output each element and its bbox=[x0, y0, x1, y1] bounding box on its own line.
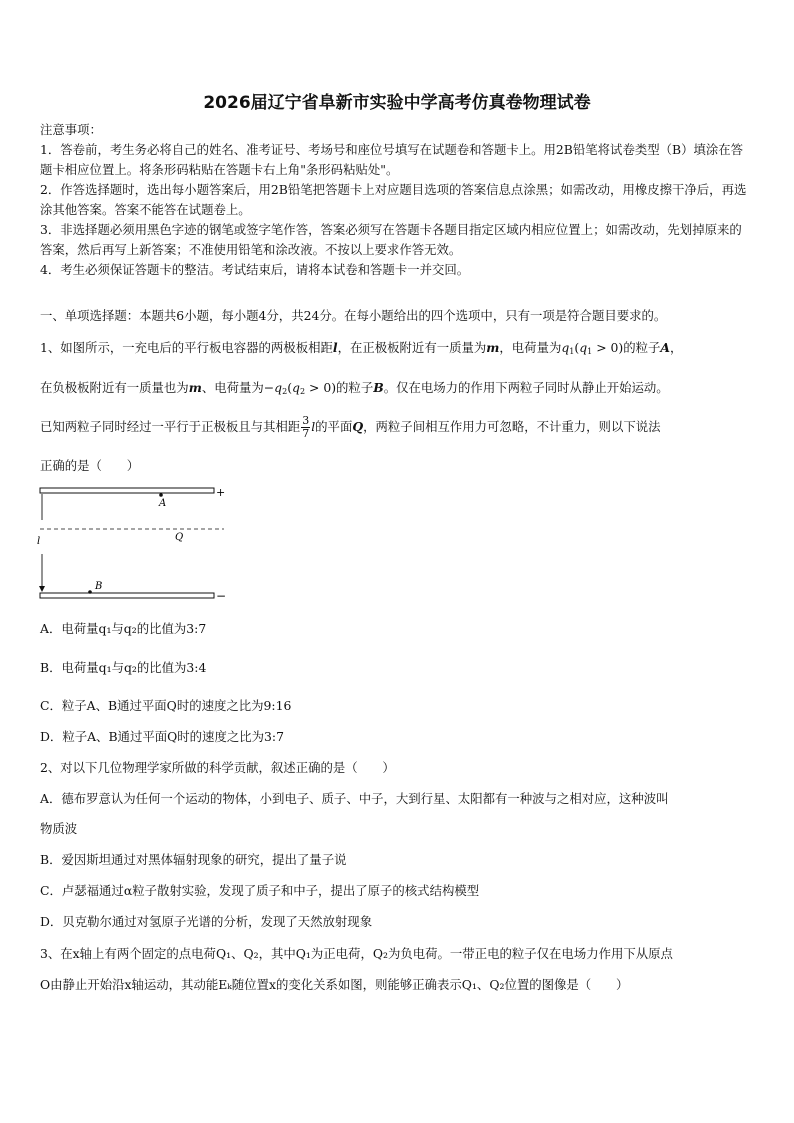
q1-line-4: 正确的是（ ） bbox=[40, 458, 140, 473]
q2-option-a-cont: 物质波 bbox=[40, 821, 78, 836]
positive-plate bbox=[40, 488, 214, 493]
q2-option-d: D．贝克勒尔通过对氢原子光谱的分析，发现了天然放射现象 bbox=[40, 914, 373, 929]
plus-sign: + bbox=[216, 486, 226, 499]
q2-stem: 2、对以下几位物理学家所做的科学贡献，叙述正确的是（ ） bbox=[40, 760, 395, 775]
q2-option-b: B．爱因斯坦通过对黑体辐射现象的研究，提出了量子说 bbox=[40, 852, 347, 867]
q2-option-c: C．卢瑟福通过α粒子散射实验，发现了质子和中子，提出了原子的核式结构模型 bbox=[40, 883, 480, 898]
q1-text: 的平面 bbox=[315, 419, 353, 434]
q1-text: 已知两粒子同时经过一平行于正极板且与其相距 bbox=[40, 419, 301, 434]
q1-option-b: B．电荷量q₁与q₂的比值为3:4 bbox=[40, 660, 207, 675]
q1-option-d: D．粒子A、B通过平面Q时的速度之比为3:7 bbox=[40, 729, 284, 744]
dimension-arrow bbox=[39, 586, 45, 592]
q1-text: ，电荷量为 bbox=[499, 340, 562, 355]
q1-text: ，两粒子间相互作用力可忽略，不计重力，则以下说法 bbox=[363, 419, 661, 434]
q1-line-2: 在负极板附近有一质量也为m、电荷量为$-q_2(q_2 > 0)$的粒子B。仅在电场力的作用下两粒子同时从静止开始运动。 bbox=[40, 380, 669, 396]
q3-line-1: 3、在x轴上有两个固定的点电荷Q₁、Q₂，其中Q₁为正电荷，Q₂为负电荷。一带正电的粒子仅在电场力作用下从原点 bbox=[40, 946, 673, 961]
q1-text: 的粒子 bbox=[336, 380, 374, 395]
q1-text: 。仅在电场力的作用下两粒子同时从静止开始运动。 bbox=[383, 380, 669, 395]
q3-line-2: O由静止开始沿x轴运动，其动能Eₖ随位置x的变化关系如图，则能够正确表示Q₁、Q₂位置的图像是（ ） bbox=[40, 977, 629, 992]
q1-text: ，在正极板附近有一质量为 bbox=[337, 340, 487, 355]
negative-plate bbox=[40, 593, 214, 598]
particle-a-dot bbox=[159, 493, 163, 497]
q1-option-c: C．粒子A、B通过平面Q时的速度之比为9:16 bbox=[40, 698, 292, 713]
q1-text: 1、如图所示，一充电后的平行板电容器的两极板相距 bbox=[40, 340, 333, 355]
q1-line-1: 1、如图所示，一充电后的平行板电容器的两极板相距l，在正极板附近有一质量为m，电荷量为$q_1(q_1 > 0)$的粒子A， bbox=[40, 340, 683, 356]
q2-option-a: A．德布罗意认为任何一个运动的物体，小到电子、质子、中子，大到行星、太阳都有一种波与之相对应，这种波叫 bbox=[40, 791, 669, 806]
q1-text: 、电荷量为 bbox=[201, 380, 264, 395]
notice-heading: 注意事项： bbox=[40, 122, 102, 137]
notice-item-4: 4．考生必须保证答题卡的整洁。考试结束后，请将本试卷和答题卡一并交回。 bbox=[40, 262, 470, 277]
fraction-three-sevenths: $\frac{3}{7}$ bbox=[302, 414, 310, 440]
notice-item-2: 2．作答选择题时，选出每小题答案后，用2B铅笔把答题卡上对应题目选项的答案信息点涂黑；如需改动，用橡皮擦干净后，再选涂其他答案。答案不能答在试题卷上。 bbox=[40, 182, 747, 217]
notice-item-3: 3．非选择题必须用黑色字迹的钢笔或签字笔作答，答案必须写在答题卡各题目指定区域内相应位置上；如需改动，先划掉原来的答案，然后再写上新答案；不准使用铅笔和涂改液。不按以上要求作答无效。 bbox=[40, 222, 742, 257]
notice-section bbox=[40, 120, 754, 280]
q1-line-3: 已知两粒子同时经过一平行于正极板且与其相距 $\frac{3}{7}$ l的平面Q，两粒子间相互作用力可忽略，不计重力，则以下说法 bbox=[40, 414, 661, 440]
page-title: 2026届辽宁省阜新市实验中学高考仿真卷物理试卷 bbox=[203, 93, 591, 113]
q1-text: 在负极板附近有一质量也为 bbox=[40, 380, 189, 395]
label-l: l bbox=[37, 536, 41, 547]
label-b: B bbox=[95, 581, 103, 592]
section-heading: 一、单项选择题：本题共6小题，每小题4分，共24分。在每小题给出的四个选项中，只有一项是符合题目要求的。 bbox=[40, 308, 667, 323]
q1-option-a: A．电荷量q₁与q₂的比值为3:7 bbox=[40, 621, 207, 636]
label-q: Q bbox=[175, 532, 184, 543]
q1-text: 的粒子 bbox=[623, 340, 661, 355]
capacitor-figure bbox=[30, 482, 240, 607]
label-a: A bbox=[159, 498, 167, 509]
minus-sign: − bbox=[216, 589, 227, 603]
notice-item-1: 1．答卷前，考生务必将自己的姓名、准考证号、考场号和座位号填写在试题卷和答题卡上。用2B铅笔将试卷类型（B）填涂在答题卡相应位置上。将条形码粘贴在答题卡右上角"条形码粘贴处"。 bbox=[40, 142, 744, 177]
